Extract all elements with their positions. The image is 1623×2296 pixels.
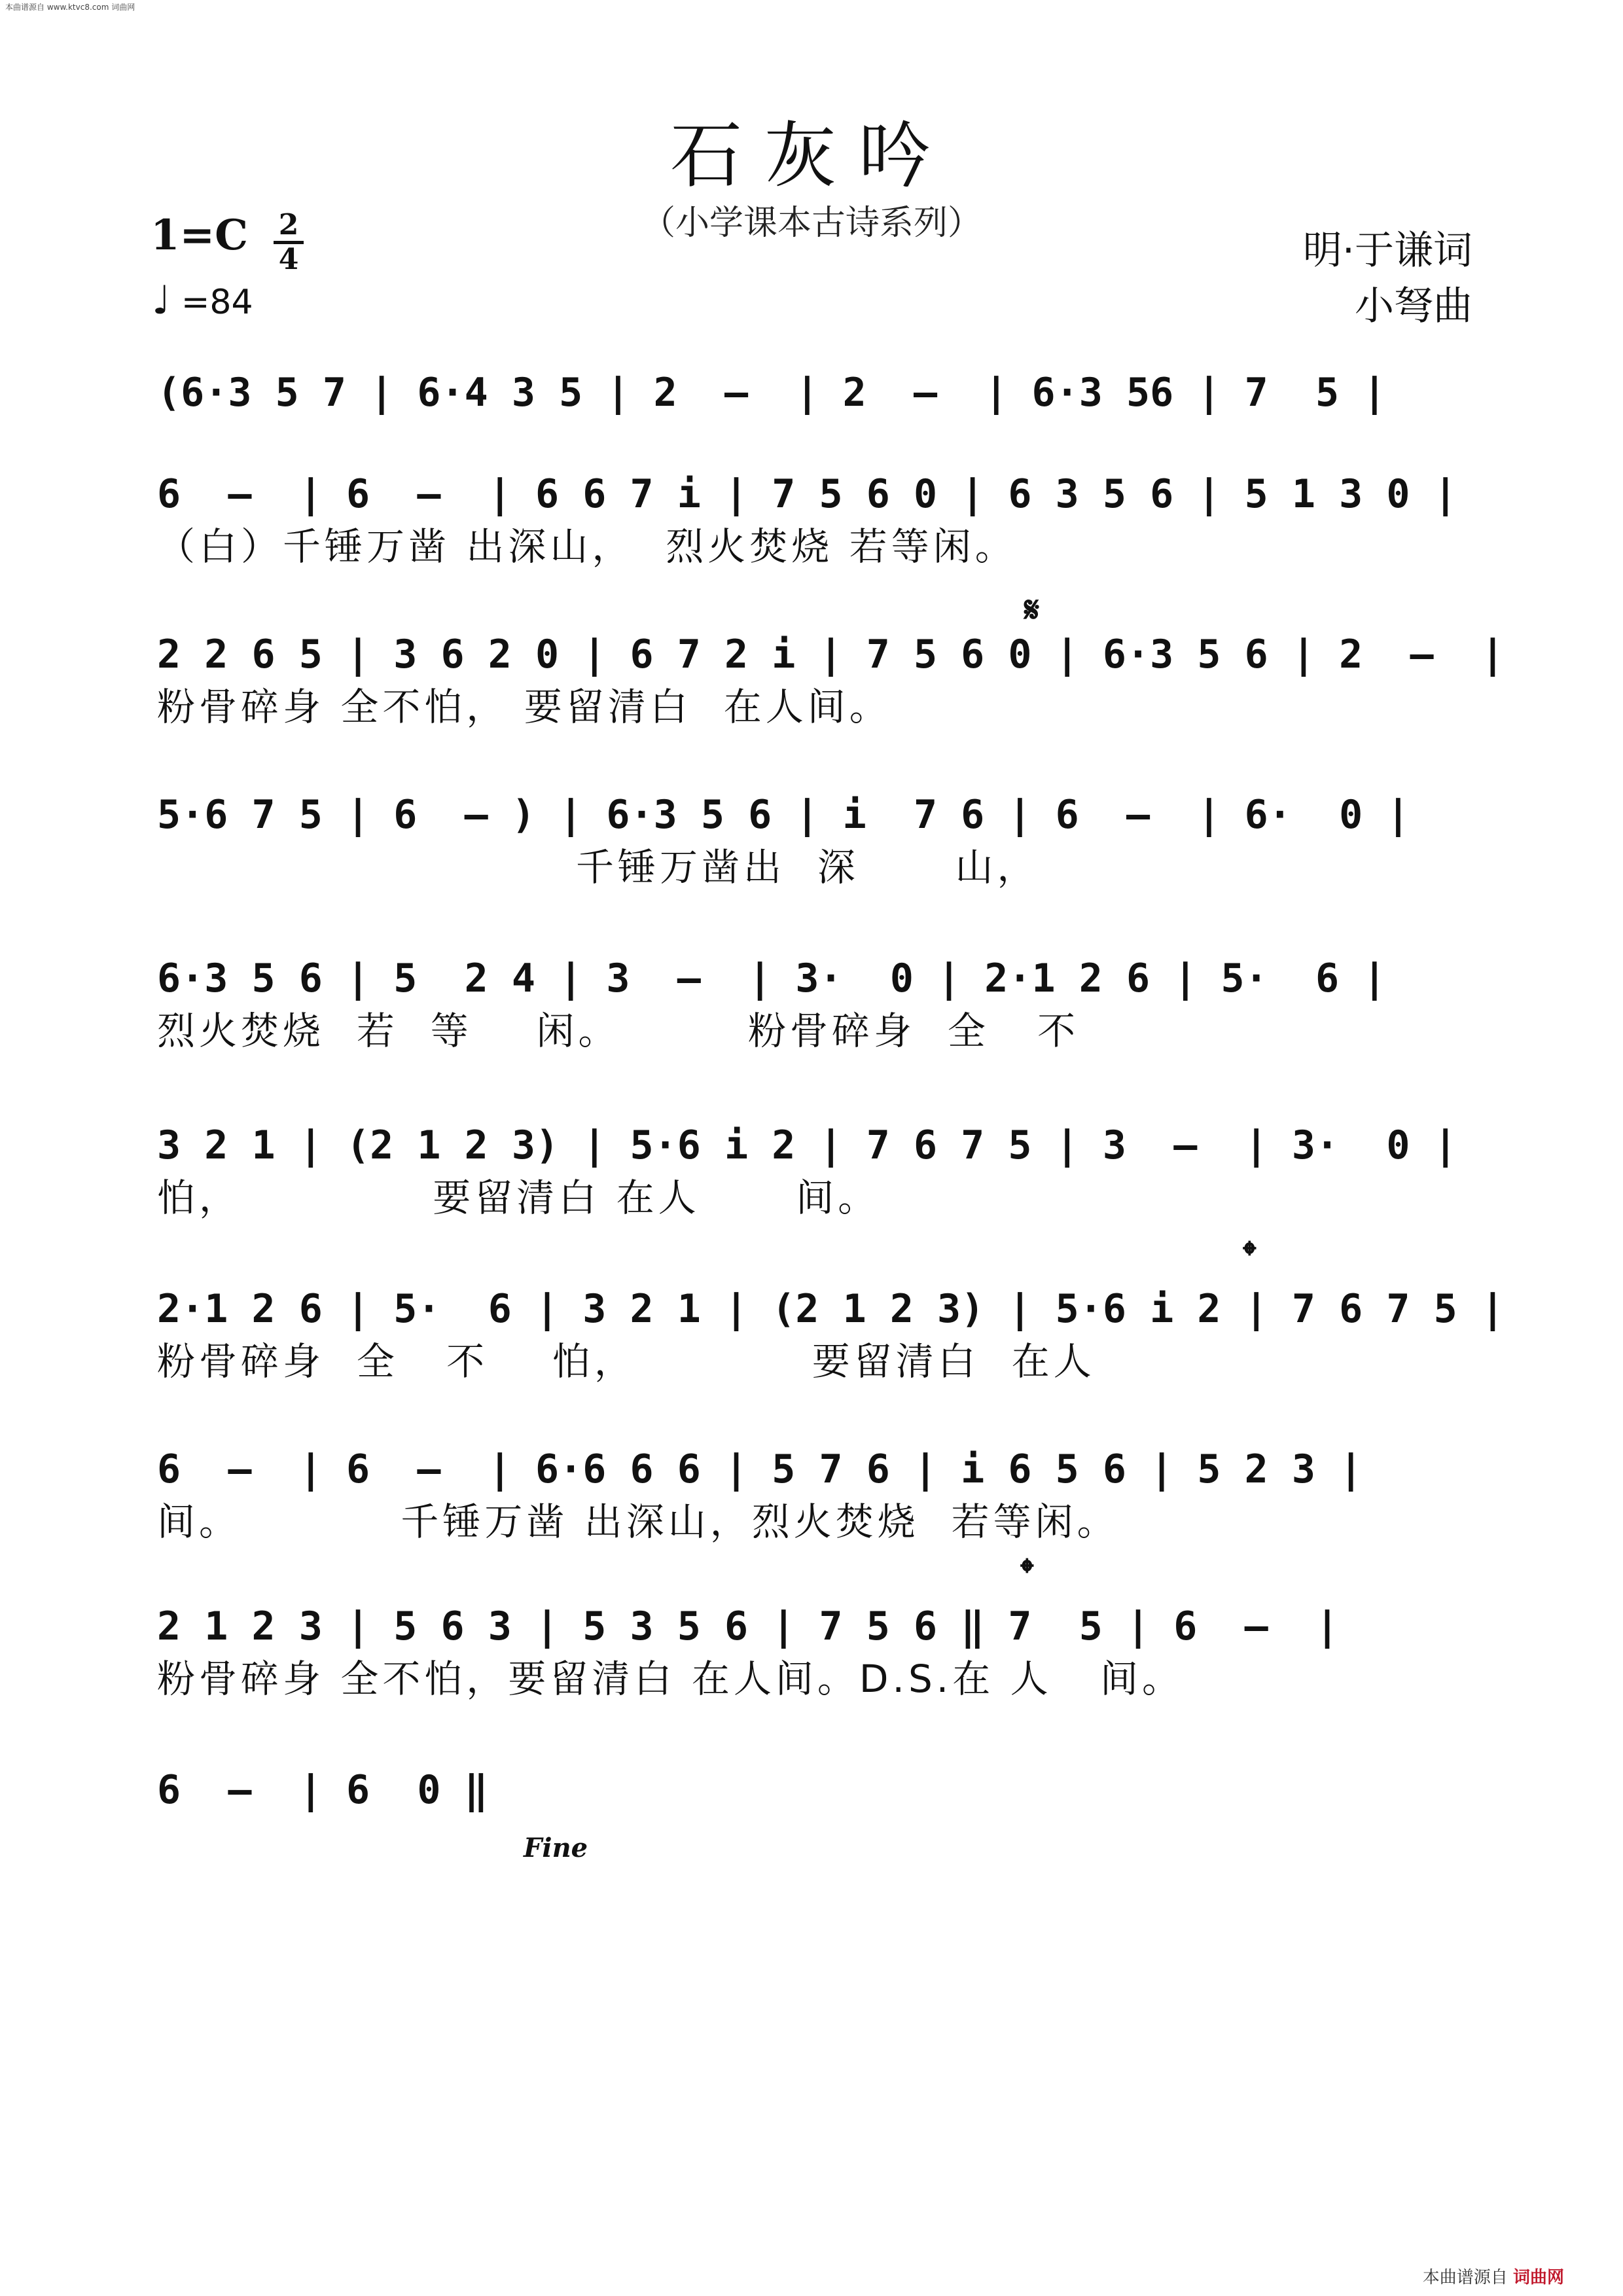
header-watermark: 本曲谱源自 www.ktvc8.com 词曲网	[5, 3, 135, 12]
quarter-note-icon: ♩	[152, 278, 171, 323]
notes-line: 6 – | 6 – | 6·6 6 6 | 5 7 6 | i 6 5 6 | 5 2 3 |	[157, 1446, 1363, 1492]
score-row-4	[157, 789, 1466, 893]
score-row-3	[157, 628, 1505, 733]
score-row-7	[157, 1283, 1505, 1388]
score-row-2	[157, 468, 1466, 573]
notes-line: 6 – | 6 – | 6 6 7 i | 7 5 6 0 | 6 3 5 6 | 5 1 3 0 |	[157, 471, 1457, 517]
lyrics-line: 怕， 要留清白 在人 间。	[157, 1175, 880, 1220]
notes-line: 2·1 2 6 | 5· 6 | 3 2 1 | (2 1 2 3) | 5·6 i 2 | 7 6 7 5 |	[157, 1286, 1505, 1332]
lyrics-line: 间。 千锤万凿 出深山，烈火焚烧 若等闲。	[157, 1499, 1119, 1544]
coda-icon: 𝄌	[1243, 1234, 1256, 1275]
notes-line: (6·3 5 7 | 6·4 3 5 | 2 – | 2 – | 6·3 56 | 7 5 |	[157, 370, 1387, 416]
score-row-9	[157, 1600, 1466, 1705]
segno-icon: 𝄋	[1024, 589, 1040, 630]
notes-line: 2 1 2 3 | 5 6 3 | 5 3 5 6 | 7 5 6 ‖ 7 5 | 6 – |	[157, 1604, 1340, 1649]
notes-line: 2 2 6 5 | 3 6 2 0 | 6 7 2 i | 7 5 6 0 | 6·3 5 6 | 2 – |	[157, 632, 1505, 677]
coda-icon: 𝄌	[1021, 1551, 1033, 1592]
tempo-marking	[152, 278, 253, 323]
fine-marking: Fine	[524, 1833, 588, 1863]
composer-credit: 小弩曲	[1355, 283, 1472, 329]
lyrics-line: 粉骨碎身 全不怕， 要留清白 在人间。	[157, 685, 891, 729]
notes-line: 3 2 1 | (2 1 2 3) | 5·6 i 2 | 7 6 7 5 | 3 – | 3· 0 |	[157, 1122, 1457, 1168]
lyrics-line: 烈火焚烧 若 等 闲。 粉骨碎身 全 不	[157, 1009, 1080, 1053]
tempo-value: =84	[181, 283, 253, 322]
lyrics-line: （白）千锤万凿 出深山， 烈火焚烧 若等闲。	[157, 524, 1017, 569]
lyrics-line: 千锤万凿出 深 山，	[576, 845, 1039, 889]
time-signature-bottom: 4	[278, 243, 299, 276]
page-title: 石灰吟	[670, 114, 953, 198]
subtitle: （小学课本古诗系列）	[641, 204, 982, 243]
key-signature: 1=C	[151, 211, 249, 260]
time-signature-top: 2	[278, 208, 299, 242]
score-row-5	[157, 952, 1466, 1057]
notes-line: 6 – | 6 0 ‖	[157, 1767, 488, 1813]
time-signature	[274, 208, 304, 276]
score-row-1	[157, 367, 1466, 471]
notes-line: 6·3 5 6 | 5 2 4 | 3 – | 3· 0 | 2·1 2 6 | 5· 6 |	[157, 956, 1387, 1001]
score-row-6	[157, 1119, 1466, 1224]
footer-source: 本曲谱源自	[1422, 2268, 1508, 2287]
footer-brand: 词曲网	[1512, 2268, 1564, 2287]
footer-watermark	[1423, 2264, 1564, 2288]
lyrics-line: 粉骨碎身 全不怕，要留清白 在人间。D.S.在 人 间。	[157, 1657, 1184, 1701]
score-row-8	[157, 1443, 1466, 1548]
lyrics-line	[157, 419, 1466, 471]
lyrics-line: 粉骨碎身 全 不 怕， 要留清白 在人	[157, 1339, 1096, 1384]
notes-line: 5·6 7 5 | 6 – ) | 6·3 5 6 | i 7 6 | 6 – | 6· 0 |	[157, 792, 1410, 838]
score-row-10	[157, 1764, 1466, 1816]
lyricist-credit: 明·于谦词	[1302, 228, 1472, 274]
